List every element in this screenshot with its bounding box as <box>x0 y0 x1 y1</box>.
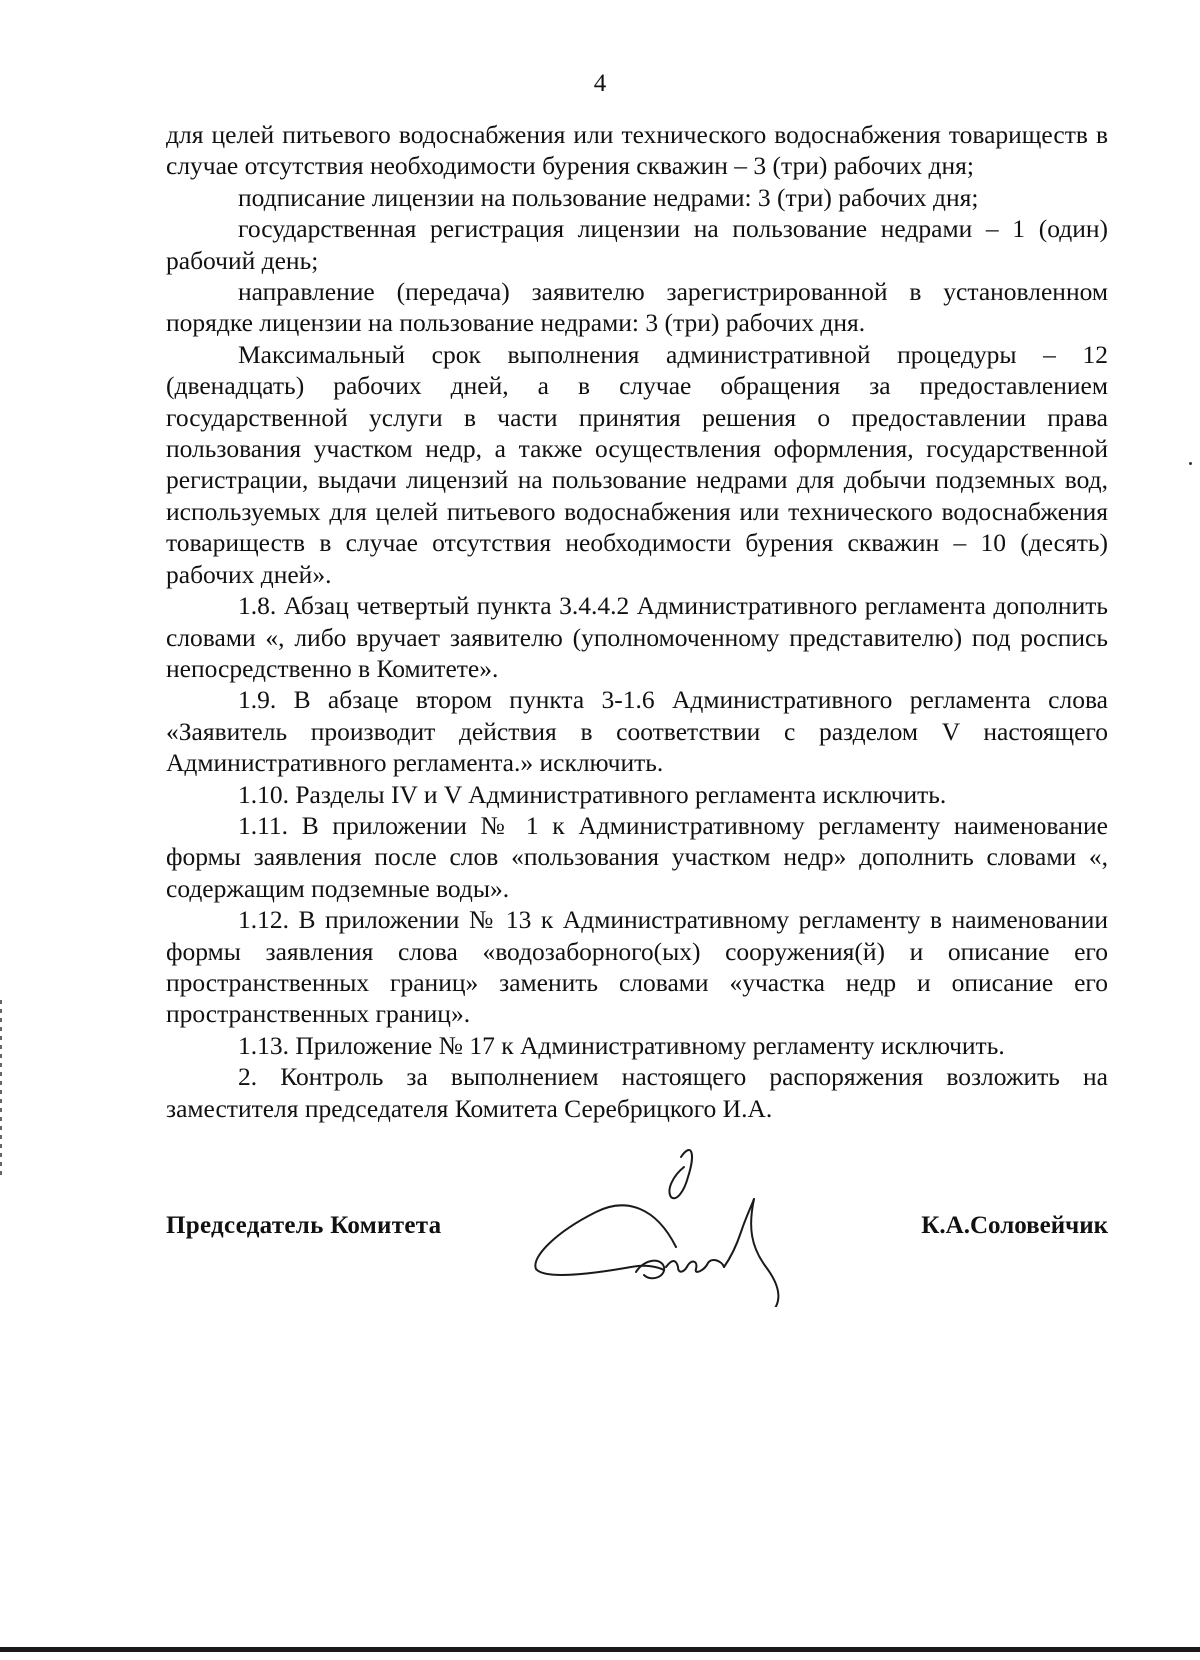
scan-speck <box>1189 462 1192 465</box>
paragraph: 1.10. Разделы IV и V Административного регламента исключить. <box>238 779 947 809</box>
scan-edge-artifact <box>0 1000 2 1180</box>
signatory-name: К.А.Соловейчик <box>921 1212 1108 1239</box>
handwritten-signature <box>526 1137 826 1307</box>
paragraph: 1.13. Приложение № 17 к Административному регламенту исключить. <box>238 1030 1005 1060</box>
paragraph: государственная регистрация лицензии на пользование недрами – 1 (один) рабочий день; <box>166 214 1108 275</box>
paragraph-continuation: для целей питьевого водоснабжения или технического водоснабжения товариществ в случае отсутствия необходимости бурения скважин – 3 (три) рабочих дня; <box>166 120 1108 181</box>
signatory-position: Председатель Комитета <box>166 1212 442 1239</box>
paragraph: 1.12. В приложении № 13 к Административному регламенту в наименовании формы заявления слова «водозаборного(ых) сооружения(й) и описание его пространственных границ» заменить словами «участка недр и описание его пространственных границ». <box>166 905 1108 1029</box>
document-body <box>166 119 1108 1124</box>
paragraph: 1.8. Абзац четвертый пункта 3.4.4.2 Административного регламента дополнить словами «, либо вручает заявителю (уполномоченному представителю) под роспись непосредственно в Комитете». <box>166 591 1108 683</box>
scan-bottom-edge <box>0 1647 1200 1652</box>
paragraph: Максимальный срок выполнения административной процедуры – 12 (двенадцать) рабочих дней, а в случае обращения за предоставлением государственной услуги в части принятия решения о предоставлении права пользования участком недр, а также осуществления оформления, государственной регистрации, выдачи лицензий на пользование недрами для добычи подземных вод, используемых для целей питьевого водоснабжения или технического водоснабжения товариществ в случае отсутствия необходимости бурения скважин – 10 (десять) рабочих дней». <box>166 339 1108 589</box>
paragraph: 1.11. В приложении № 1 к Административному регламенту наименование формы заявления после слов «пользования участком недр» дополнить словами «, содержащим подземные воды». <box>166 810 1108 903</box>
page-number: 4 <box>593 70 607 97</box>
paragraph: направление (передача) заявителю зарегистрированной в установленном порядке лицензии на пользование недрами: 3 (три) рабочих дня. <box>166 277 1108 338</box>
paragraph: 1.9. В абзаце втором пункта 3-1.6 Административного регламента слова «Заявитель производит действия в соответствии с разделом V настоящего Административного регламента.» исключить. <box>166 685 1108 778</box>
paragraph: подписание лицензии на пользование недрами: 3 (три) рабочих дня; <box>238 182 979 212</box>
signature-block <box>166 1212 1108 1392</box>
paragraph: 2. Контроль за выполнением настоящего распоряжения возложить на заместителя председателя Комитета Серебрицкого И.А. <box>166 1062 1108 1123</box>
